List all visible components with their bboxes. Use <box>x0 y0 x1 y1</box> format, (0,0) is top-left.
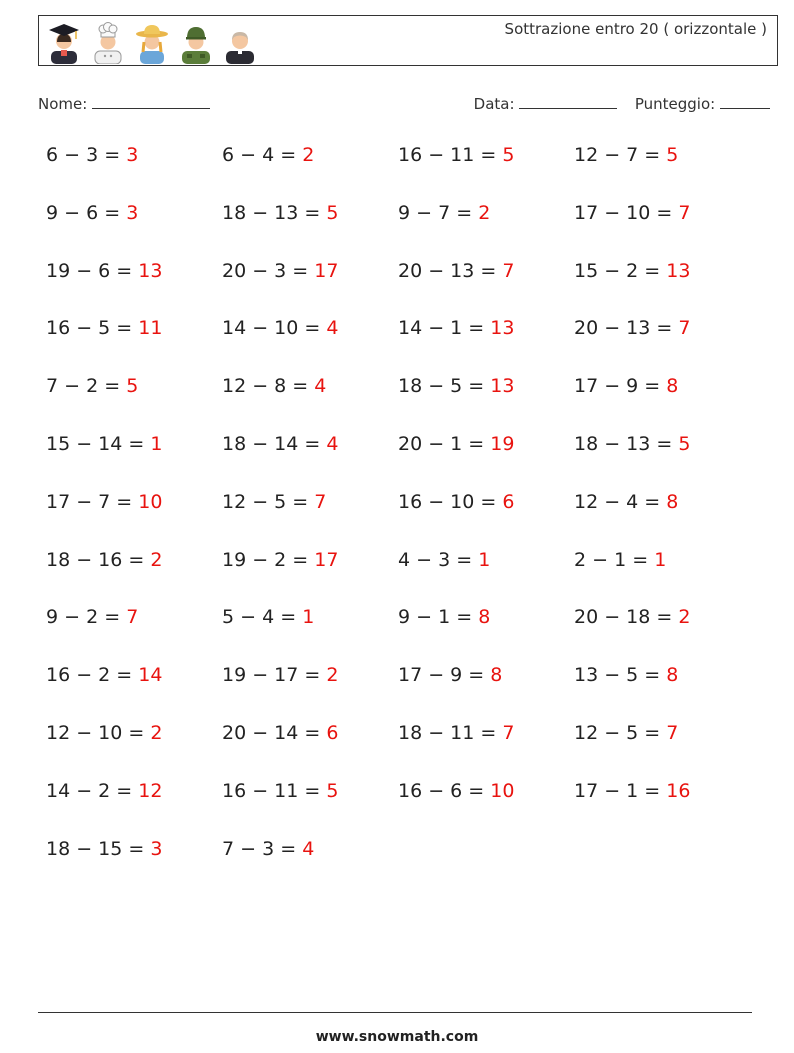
footer-url: www.snowmath.com <box>315 1029 479 1045</box>
problem-item <box>574 722 750 780</box>
problem-answer: 2 <box>150 721 163 744</box>
problem-answer: 2 <box>150 548 163 571</box>
problem-question: 20 − 13 = <box>398 259 497 282</box>
problem-answer: 11 <box>138 317 163 340</box>
problem-question: 9 − 2 = <box>46 606 121 629</box>
worksheet-title: Sottrazione entro 20 ( orizzontale ) <box>504 20 767 38</box>
problem-answer: 7 <box>678 201 691 224</box>
problem-question: 19 − 17 = <box>222 664 321 687</box>
problem-question: 12 − 5 = <box>222 490 309 513</box>
problem-question: 15 − 14 = <box>46 432 145 455</box>
problem-question: 13 − 5 = <box>574 664 661 687</box>
problem-item <box>222 606 398 664</box>
problem-question: 16 − 10 = <box>398 490 497 513</box>
problem-question: 18 − 15 = <box>46 837 145 860</box>
problem-question: 18 − 11 = <box>398 721 497 744</box>
problem-item <box>46 780 222 838</box>
problem-item <box>222 722 398 780</box>
problem-answer: 1 <box>654 548 667 571</box>
problem-question: 15 − 2 = <box>574 259 661 282</box>
problem-question: 18 − 13 = <box>574 432 673 455</box>
problem-question: 16 − 2 = <box>46 664 133 687</box>
score-blank-line <box>720 94 770 109</box>
problem-question: 12 − 10 = <box>46 721 145 744</box>
problem-item <box>574 780 750 838</box>
problem-answer: 6 <box>326 721 339 744</box>
problem-question: 17 − 10 = <box>574 201 673 224</box>
graduate-avatar-icon <box>45 20 83 64</box>
problem-answer: 3 <box>126 201 139 224</box>
problem-answer: 7 <box>126 606 139 629</box>
problem-answer: 8 <box>666 375 679 398</box>
problem-answer: 13 <box>490 317 515 340</box>
soldier-avatar-icon <box>177 20 215 64</box>
problem-answer: 5 <box>666 144 679 166</box>
problem-answer: 13 <box>138 259 163 282</box>
problem-answer: 5 <box>678 432 691 455</box>
problem-item <box>398 202 574 260</box>
problem-question: 17 − 9 = <box>398 664 485 687</box>
problem-item <box>222 144 398 202</box>
problem-answer: 7 <box>678 317 691 340</box>
problem-answer: 1 <box>478 548 491 571</box>
problem-item <box>46 664 222 722</box>
problem-question: 20 − 13 = <box>574 317 673 340</box>
problem-question: 14 − 10 = <box>222 317 321 340</box>
problem-item <box>574 317 750 375</box>
problem-item <box>222 491 398 549</box>
problem-item <box>46 375 222 433</box>
problem-item <box>574 202 750 260</box>
problem-answer: 3 <box>126 144 139 166</box>
problem-item <box>46 549 222 607</box>
problem-answer: 8 <box>666 490 679 513</box>
name-label: Nome: <box>38 95 88 113</box>
problem-item <box>222 664 398 722</box>
problem-answer: 7 <box>314 490 327 513</box>
name-field <box>38 94 210 113</box>
problem-answer: 16 <box>666 779 691 802</box>
problem-item <box>574 606 750 664</box>
problem-item <box>574 491 750 549</box>
problem-question: 14 − 1 = <box>398 317 485 340</box>
problem-item <box>398 433 574 491</box>
problem-answer: 2 <box>326 664 339 687</box>
problem-question: 12 − 7 = <box>574 144 661 166</box>
problem-question: 20 − 3 = <box>222 259 309 282</box>
problem-question: 9 − 6 = <box>46 201 121 224</box>
problem-item <box>46 144 222 202</box>
name-blank-line <box>92 94 210 109</box>
problem-answer: 5 <box>502 144 515 166</box>
problem-question: 18 − 14 = <box>222 432 321 455</box>
problem-item <box>398 260 574 318</box>
problem-question: 17 − 7 = <box>46 490 133 513</box>
problem-question: 19 − 2 = <box>222 548 309 571</box>
problem-item <box>222 549 398 607</box>
problem-question: 7 − 2 = <box>46 375 121 398</box>
problem-item <box>46 202 222 260</box>
problem-item <box>574 144 750 202</box>
problem-answer: 5 <box>326 201 339 224</box>
problem-answer: 6 <box>502 490 515 513</box>
problem-item <box>46 317 222 375</box>
problem-answer: 10 <box>490 779 515 802</box>
problem-question: 17 − 9 = <box>574 375 661 398</box>
problem-answer: 19 <box>490 432 515 455</box>
worksheet-header <box>38 15 778 66</box>
problem-item <box>222 838 398 896</box>
date-label: Data: <box>473 95 515 113</box>
problem-question: 18 − 16 = <box>46 548 145 571</box>
problem-item <box>398 664 574 722</box>
problem-item <box>398 317 574 375</box>
problem-question: 19 − 6 = <box>46 259 133 282</box>
problem-item <box>574 433 750 491</box>
problem-answer: 2 <box>478 201 491 224</box>
date-blank-line <box>519 94 617 109</box>
problem-question: 16 − 11 = <box>222 779 321 802</box>
problem-item <box>398 722 574 780</box>
problem-item <box>398 375 574 433</box>
problem-item <box>222 375 398 433</box>
farmer-avatar-icon <box>133 20 171 64</box>
problem-answer: 1 <box>150 432 163 455</box>
problem-question: 16 − 6 = <box>398 779 485 802</box>
problem-question: 20 − 14 = <box>222 721 321 744</box>
problem-answer: 4 <box>326 317 339 340</box>
problem-item <box>398 549 574 607</box>
avatar-strip <box>45 20 259 64</box>
chef-avatar-icon <box>89 20 127 64</box>
problem-item <box>222 433 398 491</box>
problem-answer: 5 <box>326 779 339 802</box>
problem-answer: 10 <box>138 490 163 513</box>
problem-grid <box>46 144 750 895</box>
problem-answer: 1 <box>302 606 315 629</box>
problem-item <box>46 491 222 549</box>
problem-answer: 2 <box>678 606 691 629</box>
problem-answer: 8 <box>478 606 491 629</box>
problem-answer: 5 <box>126 375 139 398</box>
score-label: Punteggio: <box>634 95 716 113</box>
problem-item <box>222 202 398 260</box>
problem-answer: 4 <box>314 375 327 398</box>
problem-item <box>574 260 750 318</box>
problem-answer: 4 <box>326 432 339 455</box>
problem-question: 18 − 5 = <box>398 375 485 398</box>
problem-question: 17 − 1 = <box>574 779 661 802</box>
problem-question: 20 − 18 = <box>574 606 673 629</box>
problem-answer: 7 <box>502 259 515 282</box>
problem-item <box>222 780 398 838</box>
problem-question: 12 − 5 = <box>574 721 661 744</box>
problem-item <box>398 606 574 664</box>
problem-item <box>46 260 222 318</box>
problem-item <box>574 375 750 433</box>
problem-item <box>222 317 398 375</box>
problem-item <box>46 606 222 664</box>
problem-question: 20 − 1 = <box>398 432 485 455</box>
problem-question: 6 − 4 = <box>222 144 297 166</box>
problem-answer: 8 <box>490 664 503 687</box>
problem-answer: 13 <box>490 375 515 398</box>
problem-question: 2 − 1 = <box>574 548 649 571</box>
problem-answer: 7 <box>502 721 515 744</box>
problem-item <box>574 549 750 607</box>
problem-item <box>398 144 574 202</box>
problem-question: 16 − 5 = <box>46 317 133 340</box>
problem-question: 4 − 3 = <box>398 548 473 571</box>
problem-answer: 13 <box>666 259 691 282</box>
problem-question: 12 − 4 = <box>574 490 661 513</box>
problem-question: 14 − 2 = <box>46 779 133 802</box>
problem-question: 7 − 3 = <box>222 837 297 860</box>
problem-answer: 17 <box>314 259 339 282</box>
problem-answer: 12 <box>138 779 163 802</box>
problem-answer: 14 <box>138 664 163 687</box>
problem-answer: 3 <box>150 837 163 860</box>
problem-item <box>574 664 750 722</box>
problem-answer: 17 <box>314 548 339 571</box>
problem-item <box>46 838 222 896</box>
problem-question: 5 − 4 = <box>222 606 297 629</box>
priest-avatar-icon <box>221 20 259 64</box>
date-score-fields <box>474 94 770 113</box>
problem-item <box>46 433 222 491</box>
problem-question: 6 − 3 = <box>46 144 121 166</box>
problem-item <box>46 722 222 780</box>
problem-question: 12 − 8 = <box>222 375 309 398</box>
problem-item <box>398 491 574 549</box>
problem-item <box>398 780 574 838</box>
problem-answer: 2 <box>302 144 315 166</box>
problem-answer: 4 <box>302 837 315 860</box>
footer-divider <box>38 1012 752 1013</box>
problem-answer: 8 <box>666 664 679 687</box>
problem-question: 16 − 11 = <box>398 144 497 166</box>
problem-answer: 7 <box>666 721 679 744</box>
problem-question: 9 − 7 = <box>398 201 473 224</box>
problem-question: 18 − 13 = <box>222 201 321 224</box>
problem-question: 9 − 1 = <box>398 606 473 629</box>
problem-item <box>222 260 398 318</box>
